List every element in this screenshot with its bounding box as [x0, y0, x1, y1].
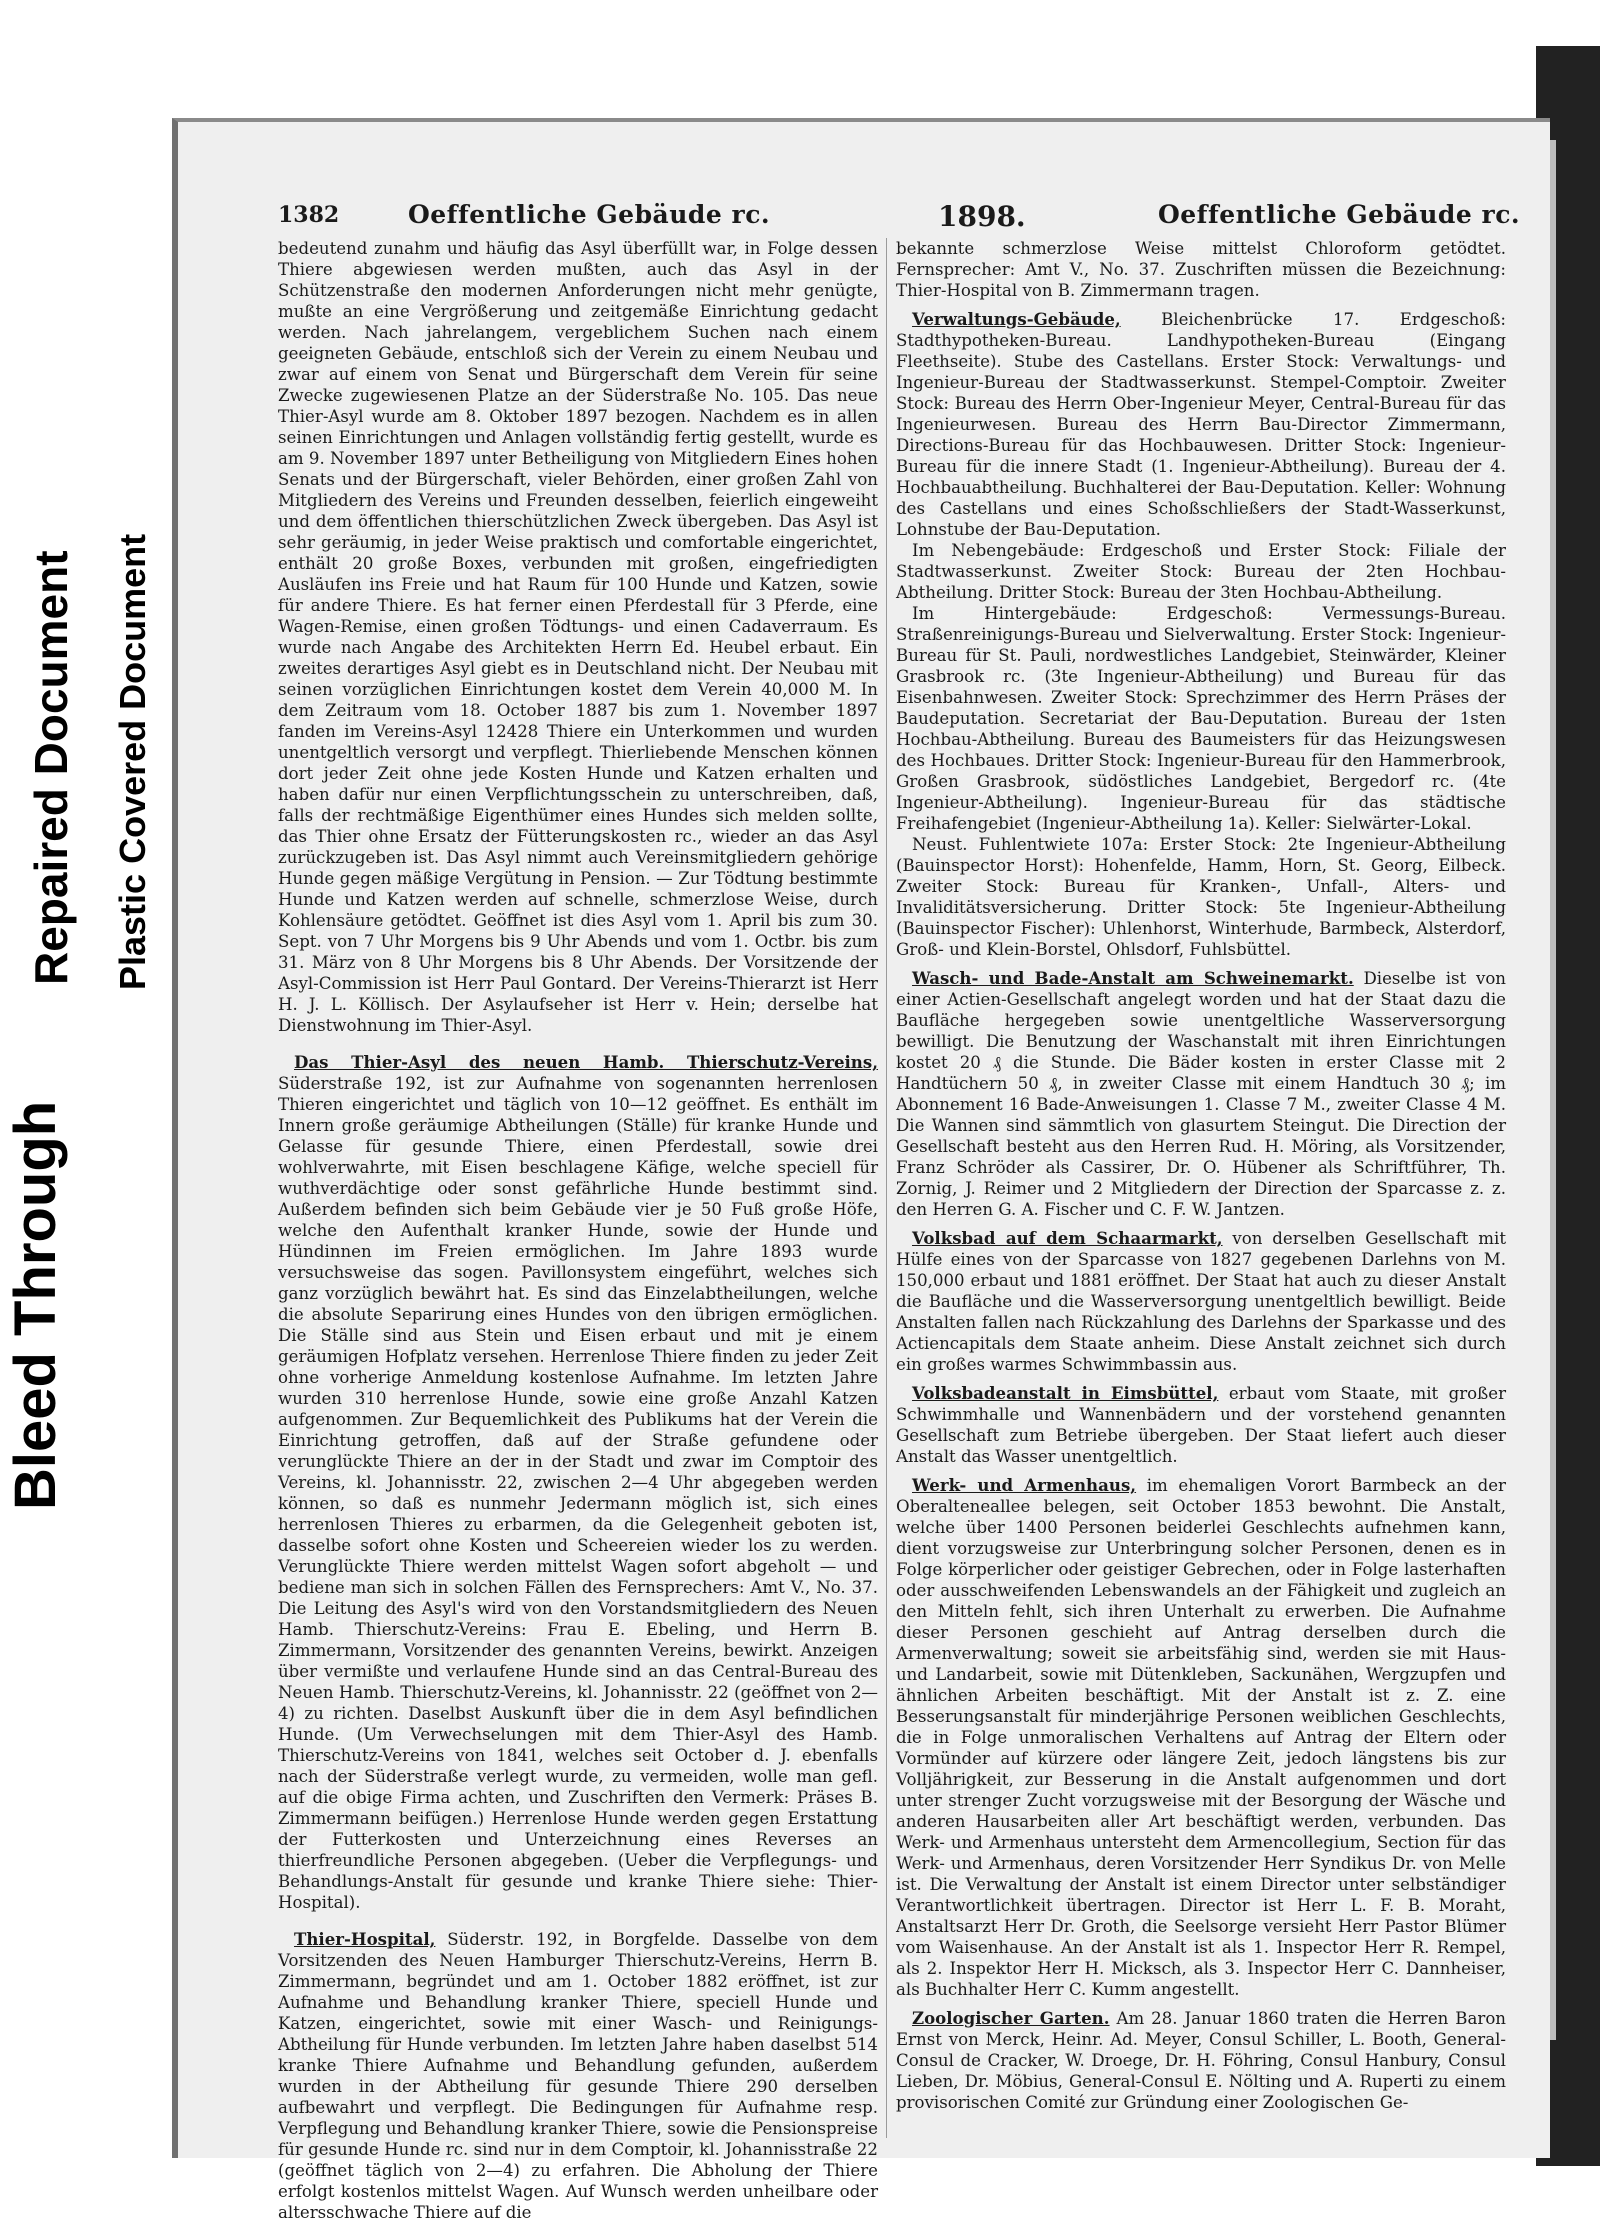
- right-column: [896, 238, 1506, 2138]
- running-title-right: Oeffentliche Gebäude rc.: [1158, 200, 1521, 229]
- wasch-entry: [896, 968, 1506, 1220]
- hospital-text: Süderstr. 192, in Borgfelde. Dasselbe von dem Vorsitzenden des Neuen Hamburger Thierschutz-Vereins, Herrn B. Zimmermann, begründet und am 1. October 1882 eröffnet, ist zur Aufnahme und Behandlung kranker Thiere, speciell Hunde und Katzen, eingerichtet, sowie mit einer Wasch- und Reinigungs-Abtheilung für Hunde verbunden. Im letzten Jahre haben daselbst 514 kranke Thiere Aufnahme und Behandlung gefunden, außerdem wurden in der Abtheilung für gesunde Thiere 290 derselben aufbewahrt und verpflegt. Die Bedingungen für Aufnahme resp. Verpflegung und Behandlung kranker Thiere, sowie die Pensionspreise für gesunde Hunde rc. sind nur in dem Comptoir, kl. Johannisstraße 22 (geöffnet täglich von 2—4) zu erfahren. Die Abholung der Thiere erfolgt kostenlos mittelst Wagen. Auf Wunsch werden unheilbare oder altersschwache Thiere auf die: [278, 1930, 878, 2222]
- hintergebaeude-paragraph: Im Hintergebäude: Erdgeschoß: Vermessungs-Bureau. Straßenreinigungs-Bureau und Sielverwaltung. Erster Stock: Ingenieur-Bureau für St. Pauli, nordwestliches Landgebiet, Steinwärder, Kleiner Grasbrook rc. (3te Ingenieur-Abtheilung) und Bureau für das Eisenbahnwesen. Zweiter Stock: Sprechzimmer des Herrn Präses der Baudeputation. Secretariat der Bau-Deputation. Bureau der 1sten Hochbau-Abtheilung. Bureau des Baumeisters für das Heizungswesen des Hochbaues. Dritter Stock: Ingenieur-Bureau für den Hammerbrook, Großen Grasbrook, südöstliches Landgebiet, Bergedorf rc. (4te Ingenieur-Abtheilung). Ingenieur-Bureau für das städtische Freihafengebiet (Ingenieur-Abtheilung 1a). Keller: Sielwärter-Lokal.: [896, 604, 1506, 833]
- zoo-text: Am 28. Januar 1860 traten die Herren Baron Ernst von Merck, Heinr. Ad. Meyer, Consul Schiller, L. Booth, General-Consul de Cracker, W. Droege, Dr. H. Föhring, Consul Hanbury, Consul Lieben, Dr. Möbius, General-Consul E. Nölting und A. Ruperti zu einem provisorischen Comité zur Gründung einer Zoologischen Ge-: [896, 2009, 1506, 2112]
- verwaltung-entry: [896, 309, 1506, 540]
- asyl-entry: [278, 1052, 878, 1913]
- wasch-heading: Wasch- und Bade-Anstalt am Schweinemarkt.: [912, 968, 1354, 988]
- page-year: 1898.: [938, 200, 1026, 233]
- intro-paragraph: bedeutend zunahm und häufig das Asyl überfüllt war, in Folge dessen Thiere abgewiesen werden mußten, auch das Asyl in der Schützenstraße den modernen Anforderungen nicht mehr genügte, mußte an eine Vergrößerung und zeitgemäße Einrichtung gedacht werden. Nach jahrelangem, vergeblichem Suchen nach einem geeigneten Gebäude, entschloß sich der Verein zu einem Neubau und zwar auf einem von Senat und Bürgerschaft dem Verein für seine Zwecke zugewiesenen Platze an der Süderstraße No. 105. Das neue Thier-Asyl wurde am 8. Oktober 1897 bezogen. Nachdem es in allen seinen Einrichtungen und Anlagen vollständig fertig gestellt, wurde es am 9. November 1897 unter Betheiligung von Mitgliedern Eines hohen Senats und der Bürgerschaft, vieler Behörden, einer großen Zahl von Mitgliedern des Vereins und Freunden desselben, feierlich eingeweiht und dem öffentlichen thierschützlichen Zweck übergeben. Das Asyl ist sehr geräumig, in jeder Weise praktisch und comfortable eingerichtet, enthält 20 große Boxes, verbunden mit großen, eingefriedigten Ausläufen ins Freie und hat Raum für 100 Hunde und Katzen, sowie für andere Thiere. Es hat ferner einen Pferdestall für 3 Pferde, eine Wagen-Remise, einen großen Tödtungs- und einen Cadaverraum. Es wurde nach Angabe des Architekten Herrn Ed. Heubel erbaut. Ein zweites derartiges Asyl giebt es in Deutschland nicht. Der Neubau mit seinen vorzüglichen Einrichtungen kostet dem Verein 40,000 M. In dem Zeitraum vom 18. October 1887 bis zum 1. November 1897 fanden im Vereins-Asyl 12428 Thiere ein Unterkommen und wurden unentgeltlich versorgt und verpflegt. Thierliebende Menschen können dort jeder Zeit ohne jede Kosten Hunde und Katzen erhalten und haben dafür nur einen Verpflichtungsschein zu unterschreiben, daß, falls der rechtmäßige Eigenthümer eines Hundes sich melden sollte, das Thier ohne Ersatz der Fütterungskosten rc., wieder an das Asyl zurückzugeben ist. Das Asyl nimmt auch Vereinsmitgliedern gehörige Hunde gegen mäßige Vergütung in Pension. — Zur Tödtung bestimmte Hunde und Katzen werden auf schnelle, schmerzlose Weise, durch Kohlensäure getödtet. Geöffnet ist dies Asyl vom 1. April bis zum 30. Sept. von 7 Uhr Morgens bis 9 Uhr Abends und vom 1. Octbr. bis zum 31. März von 8 Uhr Morgens bis 8 Uhr Abends. Der Vorsitzende der Asyl-Commission ist Herr Paul Gontard. Der Vereins-Thierarzt ist Herr H. J. L. Köllisch. Der Asylaufseher ist Herr v. Hein; derselbe hat Dienstwohnung im Thier-Asyl.: [278, 239, 878, 1035]
- hospital-entry: [278, 1929, 878, 2223]
- werk-entry: [896, 1475, 1506, 2000]
- running-title-left: Oeffentliche Gebäude rc.: [408, 200, 771, 229]
- volksbad-entry: [896, 1228, 1506, 1375]
- page-header: [278, 202, 1528, 238]
- verwaltung-text: Bleichenbrücke 17. Erdgeschoß: Stadthypotheken-Bureau. Landhypotheken-Bureau (Eingang Fleethseite). Stube des Castellans. Erster Stock: Verwaltungs- und Ingenieur-Bureau der Stadtwasserkunst. Stempel-Comptoir. Zweiter Stock: Bureau des Herrn Ober-Ingenieur Meyer, Central-Bureau für das Ingenieurwesen. Bureau des Herrn Bau-Director Zimmermann, Directions-Bureau für das Hochbauwesen. Dritter Stock: Ingenieur-Bureau für die innere Stadt (1. Ingenieur-Abtheilung). Bureau der 4. Hochbauabtheilung. Buchhalterei der Bau-Deputation. Keller: Wohnung des Castellans und eines Schoßschließers der Stadt-Wasserkunst, Lohnstube der Bau-Deputation.: [896, 310, 1506, 539]
- zoo-heading: Zoologischer Garten.: [912, 2008, 1110, 2028]
- wasch-text: Dieselbe ist von einer Actien-Gesellschaft angelegt worden und hat der Staat dazu die Baufläche hergegeben sowie unentgeltliche Wasserversorgung bewilligt. Die Benutzung der Waschanstalt mit ihren Einrichtungen kostet 20 ₰ die Stunde. Die Bäder kosten in erster Classe mit 2 Handtüchern 50 ₰, in zweiter Classe mit einem Handtuch 30 ₰; im Abonnement 16 Bade-Anweisungen 1. Classe 7 M., zweiter Classe 4 M. Die Wannen sind sämmtlich von glasurtem Steingut. Die Direction der Gesellschaft besteht aus den Herren Rud. H. Möring, als Vorsitzender, Franz Schröder als Cassirer, Dr. O. Hübener als Schriftführer, Th. Zornig, J. Reimer und 2 Mitgliedern der Direction der Sparcasse z. z. den Herren G. A. Fischer und C. F. W. Jantzen.: [896, 969, 1506, 1219]
- fuhlentwiete-paragraph: Neust. Fuhlentwiete 107a: Erster Stock: 2te Ingenieur-Abtheilung (Bauinspector Horst): Hohenfelde, Hamm, Horn, St. Georg, Eilbeck. Zweiter Stock: Bureau für Kranken-, Unfall-, Alters- und Invaliditätsversicherung. Dritter Stock: 5te Ingenieur-Abtheilung (Bauinspector Fischer): Uhlenhorst, Winterhude, Barmbeck, Alsterdorf, Groß- und Klein-Borstel, Ohlsdorf, Fuhlsbüttel.: [896, 835, 1506, 959]
- page-number: 1382: [278, 202, 340, 228]
- werk-heading: Werk- und Armenhaus,: [912, 1475, 1137, 1495]
- hospital-heading: Thier-Hospital,: [294, 1929, 436, 1949]
- left-column: [278, 238, 878, 2222]
- document-page: [172, 118, 1550, 2222]
- overlay-labels: [0, 0, 180, 2177]
- eimsbuettel-heading: Volksbadeanstalt in Eimsbüttel,: [912, 1383, 1219, 1403]
- column-divider: [886, 238, 887, 2138]
- asyl-heading: Das Thier-Asyl des neuen Hamb. Thierschutz-Vereins,: [294, 1052, 878, 1072]
- plastic-covered-label: Plastic Covered Document: [112, 533, 153, 990]
- nebengebaeude-paragraph: Im Nebengebäude: Erdgeschoß und Erster Stock: Filiale der Stadtwasserkunst. Zweiter Stock: Bureau der 2ten Hochbau-Abtheilung. Dritter Stock: Bureau der 3ten Hochbau-Abtheilung.: [896, 541, 1506, 602]
- volksbad-text: von derselben Gesellschaft mit Hülfe eines von der Sparcasse von 1827 gegebenen Darlehns von M. 150,000 erbaut und 1881 eröffnet. Der Staat hat auch zu dieser Anstalt die Baufläche und die Wasserversorgung unentgeltlich bewilligt. Beide Anstalten fallen nach Rückzahlung des Darlehns der Sparkasse und des Actiencapitals dem Staate anheim. Diese Anstalt zeichnet sich durch ein großes warmes Schwimmbassin aus.: [896, 1229, 1506, 1374]
- repaired-document-label: Repaired Document: [25, 550, 77, 985]
- volksbad-heading: Volksbad auf dem Schaarmarkt,: [912, 1228, 1223, 1248]
- eimsbuettel-entry: [896, 1383, 1506, 1467]
- bleed-through-label: Bleed Through: [3, 1100, 68, 1510]
- asyl-text: Süderstraße 192, ist zur Aufnahme von sogenannten herrenlosen Thieren eingerichtet und täglich von 10—12 geöffnet. Es enthält im Innern große geräumige Abtheilungen (Ställe) für kranke Hunde und Gelasse für gesunde Thiere, einen Pferdestall, sowie drei wohlverwahrte, mit Eisen beschlagene Käfige, welche speciell für wuthverdächtige oder sonst gefährliche Hunde bestimmt sind. Außerdem befinden sich beim Gebäude vier je 50 Fuß große Höfe, welche den Aufenthalt kranker Hunde, sowie der Hunde und Hündinnen im Freien ermöglichen. Im Jahre 1893 wurde versuchsweise das sogen. Pavillonsystem eingeführt, welches sich ganz vorzüglich bewährt hat. Es sind das Einzelabtheilungen, welche die absolute Separirung eines Hundes von den übrigen ermöglichen. Die Ställe sind aus Stein und Eisen erbaut und mit je einem geräumigen Hofplatz versehen. Herrenlose Thiere finden zu jeder Zeit ohne vorherige Anmeldung kostenlose Aufnahme. Im letzten Jahre wurden 310 herrenlose Hunde, sowie eine große Anzahl Katzen aufgenommen. Zur Bequemlichkeit des Publikums hat der Verein die Einrichtung getroffen, daß auf der Straße gefundene oder verunglückte Thiere an der in der Stadt und zwar im Comptoir des Vereins, kl. Johannisstr. 22, zwischen 2—4 Uhr abgegeben werden können, so daß es nunmehr Jedermann möglich ist, sich eines herrenlosen Thieres zu erbarmen, da die Gelegenheit geboten ist, dasselbe sofort ohne Kosten und Scheereien wieder los zu werden. Verunglückte Thiere werden mittelst Wagen sofort abgeholt — und bediene man sich in solchen Fällen des Fernsprechers: Amt V., No. 37. Die Leitung des Asyl's wird von den Vorstandsmitgliedern des Neuen Hamb. Thierschutz-Vereins: Frau E. Ebeling, und Herrn B. Zimmermann, Vorsitzender des genannten Vereins, bewirkt. Anzeigen über vermißte und verlaufene Hunde sind an das Central-Bureau des Neuen Hamb. Thierschutz-Vereins, kl. Johannisstr. 22 (geöffnet von 2—4) zu richten. Daselbst Auskunft über die in dem Asyl befindlichen Hunde. (Um Verwechselungen mit dem Thier-Asyl des Hamb. Thierschutz-Vereins von 1841, welches seit October d. J. ebenfalls nach der Süderstraße verlegt wurde, zu vermeiden, wolle man gefl. auf die obige Firma achten, und Zuschriften den Vermerk: Präses B. Zimmermann beifügen.) Herrenlose Hunde werden gegen Erstattung der Futterkosten und Unterzeichnung eines Reverses an thierfreundliche Personen abgegeben. (Ueber die Verpflegungs- und Behandlungs-Anstalt für gesunde und kranke Thiere siehe: Thier-Hospital).: [278, 1074, 878, 1912]
- verwaltung-heading: Verwaltungs-Gebäude,: [912, 309, 1121, 329]
- zoo-entry: [896, 2008, 1506, 2113]
- werk-text: im ehemaligen Vorort Barmbeck an der Oberalteneallee belegen, seit October 1853 bewohnt. Die Anstalt, welche über 1400 Personen beiderlei Geschlechts aufnehmen kann, dient vorzugsweise zur Unterbringung solcher Personen, denen es in Folge körperlicher oder geistiger Gebrechen, oder in Folge lasterhaften oder ausschweifenden Lebenswandels an der Fähigkeit und zugleich an den Mitteln fehlt, sich ihren Unterhalt zu erwerben. Die Aufnahme dieser Personen geschieht auf Antrag derselben durch die Armenverwaltung; soweit sie arbeitsfähig sind, werden sie mit Haus- und Landarbeit, sowie mit Dütenkleben, Sackunähen, Wergzupfen und ähnlichen Arbeiten beschäftigt. Mit der Anstalt ist z. Z. eine Besserungsanstalt für minderjährige Personen weiblichen Geschlechts, die in Folge unmoralischen Verhaltens auf Antrag der Eltern oder Vormünder auf kürzere oder längere Zeit, jedoch längstens bis zur Volljährigkeit, zur Besserung in die Anstalt aufgenommen und dort unter strenger Zucht vorzugsweise mit der Besorgung der Wäsche und anderen Hausarbeiten aller Art beschäftigt werden, verbunden. Das Werk- und Armenhaus untersteht dem Armencollegium, Section für das Werk- und Armenhaus, deren Vorsitzender Herr Syndikus Dr. von Melle ist. Die Verwaltung der Anstalt ist einem Director unter selbständiger Verantwortlichkeit übertragen. Director ist Herr L. F. B. Moraht, Anstaltsarzt Herr Dr. Groth, die Seelsorge versieht Herr Pastor Blümer vom Waisenhause. An der Anstalt ist als 1. Inspector Herr R. Rempel, als 2. Inspektor Herr H. Micksch, als 3. Inspector Herr C. Dannheiser, als Buchhalter Herr C. Kumm angestellt.: [896, 1476, 1506, 1999]
- eimsbuettel-text: erbaut vom Staate, mit großer Schwimmhalle und Wannenbädern und der vorstehend genannten Gesellschaft zum Betriebe übergeben. Der Staat liefert auch dieser Anstalt das Wasser unentgeltlich.: [896, 1384, 1507, 1466]
- continued-paragraph: bekannte schmerzlose Weise mittelst Chloroform getödtet. Fernsprecher: Amt V., No. 37. Zuschriften müssen die Bezeichnung: Thier-Hospital von B. Zimmermann tragen.: [896, 239, 1506, 300]
